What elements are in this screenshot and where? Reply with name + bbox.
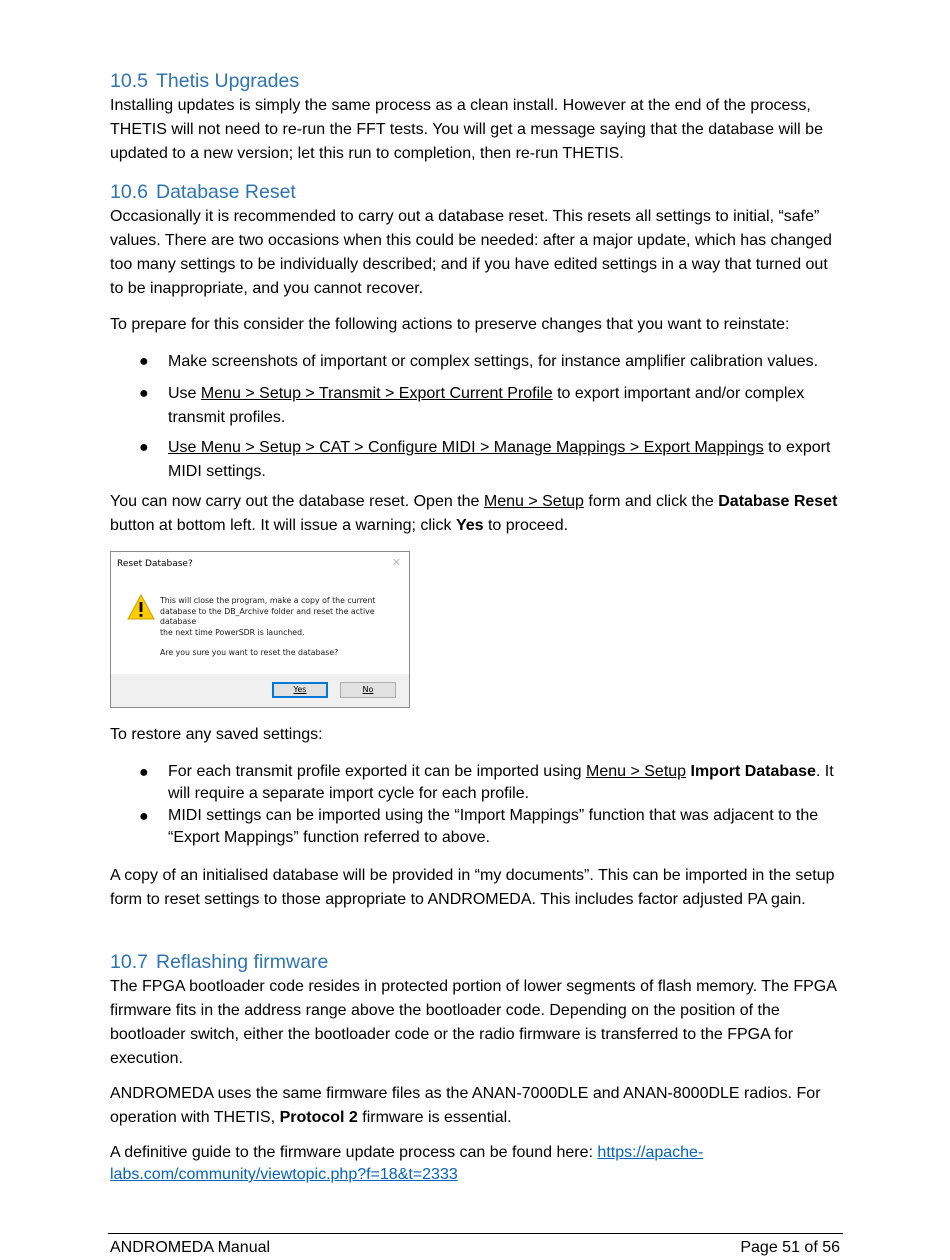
list-item-text: Make screenshots of important or complex settings, for instance amplifier calibration values. [168, 353, 819, 370]
dialog-message-line: the next time PowerSDR is launched. [160, 627, 305, 637]
footer-divider [108, 1233, 843, 1234]
paragraph-carry-out-reset [110, 490, 842, 538]
text-run: firmware is essential. [357, 1109, 512, 1126]
paragraph-thetis-upgrades: Installing updates is simply the same process as a clean install. However at the end of the process, THETIS will not need to re-run the FFT tests. You will get a message saying that the database will be updated to a new version; let this run to completion, then re-run THETIS. [110, 97, 823, 162]
dialog-message-line: database to the DB_Archive folder and reset the active [160, 606, 375, 616]
firmware-guide-link[interactable]: https://apache-labs.com/community/viewtopic.php?f=18&t=2333 [110, 1144, 704, 1183]
text-run: . It will require a separate import cycle for each profile. [168, 763, 834, 802]
reset-database-dialog [110, 551, 410, 708]
list-item-text: MIDI settings can be imported using the “Import Mappings” function that was adjacent to the “Export Mappings” function referred to above. [168, 807, 819, 846]
bold-import-database: Import Database [686, 763, 816, 780]
dialog-button-bar [111, 674, 409, 707]
list-item-text [168, 382, 844, 430]
section-heading-10-7 [110, 949, 328, 975]
dialog-question: Are you sure you want to reset the database? [160, 648, 339, 657]
bullet-icon: ● [139, 764, 149, 781]
paragraph-database-reset-intro: Occasionally it is recommended to carry out a database reset. This resets all settings to initial, “safe” values. There are two occasions when this could be needed: after a major update, which has changed too many settings to be individually described; and if you have edited settings in a way that turned out to be inappropriate, and you cannot recover. [110, 208, 832, 297]
section-title: Thetis Upgrades [156, 70, 300, 92]
dialog-title: Reset Database? [117, 559, 193, 569]
section-number: 10.5 [110, 70, 148, 92]
bullet-icon: ● [139, 353, 149, 370]
section-number: 10.7 [110, 951, 148, 973]
dialog-message [160, 596, 400, 638]
footer-page-number: Page 51 of 56 [740, 1239, 840, 1256]
text-run: A definitive guide to the firmware update process can be found here: [110, 1144, 598, 1161]
bullet-icon: ● [139, 439, 149, 456]
text-run: to proceed. [483, 517, 569, 534]
bold-protocol-2: Protocol 2 [279, 1109, 358, 1126]
no-button[interactable] [340, 682, 396, 698]
paragraph-restore: To restore any saved settings: [110, 726, 323, 743]
list-item-text [168, 436, 844, 484]
bullet-icon: ● [139, 808, 149, 825]
paragraph-fpga-bootloader: The FPGA bootloader code resides in protected portion of lower segments of flash memory. The FPGA firmware fits in the address range above the bootloader code. Depending on the position of the bootloader switch, either the bootloader code or the radio firmware is transferred to the FPGA for execution. [110, 978, 836, 1067]
section-title: Database Reset [156, 181, 296, 203]
no-button-label: No [362, 685, 374, 694]
bold-yes: Yes [455, 517, 484, 534]
text-run: form and click the [583, 493, 719, 510]
paragraph-firmware-files [110, 1082, 842, 1130]
list-item-text [168, 761, 844, 805]
text-run: to export important and/or complex transmit profiles. [168, 385, 805, 426]
text-run: to export MIDI settings. [168, 439, 831, 480]
section-heading-10-5 [110, 68, 299, 94]
text-run: button at bottom left. It will issue a warning; click [110, 517, 456, 534]
paragraph-prepare: To prepare for this consider the following actions to preserve changes that you want to reinstate: [110, 316, 790, 333]
paragraph-firmware-guide [110, 1142, 842, 1186]
menu-path-setup: Menu > Setup [585, 763, 687, 780]
dialog-message-line: This will close the program, make a copy of the current [160, 596, 376, 605]
menu-path-transmit-export: Menu > Setup > Transmit > Export Current Profile [200, 385, 553, 402]
section-title: Reflashing firmware [156, 951, 329, 973]
text-run: For each transmit profile exported it can be imported using [168, 763, 586, 780]
bullet-icon: ● [139, 385, 149, 402]
section-heading-10-6 [110, 179, 296, 205]
footer-manual-title: ANDROMEDA Manual [110, 1239, 271, 1256]
section-number: 10.6 [110, 181, 148, 203]
text-run: ANDROMEDA uses the same firmware files as the ANAN-7000DLE and ANAN-8000DLE radios. For operation with THETIS, [110, 1085, 821, 1126]
bold-database-reset: Database Reset [718, 493, 838, 510]
paragraph-initialised-database: A copy of an initialised database will be provided in “my documents”. This can be imported in the setup form to reset settings to those appropriate to ANDROMEDA. This includes factor adjusted PA gain. [110, 867, 835, 908]
close-icon[interactable]: ✕ [391, 556, 401, 569]
menu-path-midi-export: Use Menu > Setup > CAT > Configure MIDI > Manage Mappings > Export Mappings [168, 439, 764, 456]
text-run: Use [168, 385, 201, 402]
warning-icon [127, 594, 155, 620]
yes-button[interactable] [272, 682, 328, 698]
yes-button-label: Yes [293, 685, 307, 694]
menu-path-setup: Menu > Setup [483, 493, 584, 510]
dialog-message-line: database [160, 617, 197, 626]
text-run: You can now carry out the database reset. Open the [110, 493, 484, 510]
